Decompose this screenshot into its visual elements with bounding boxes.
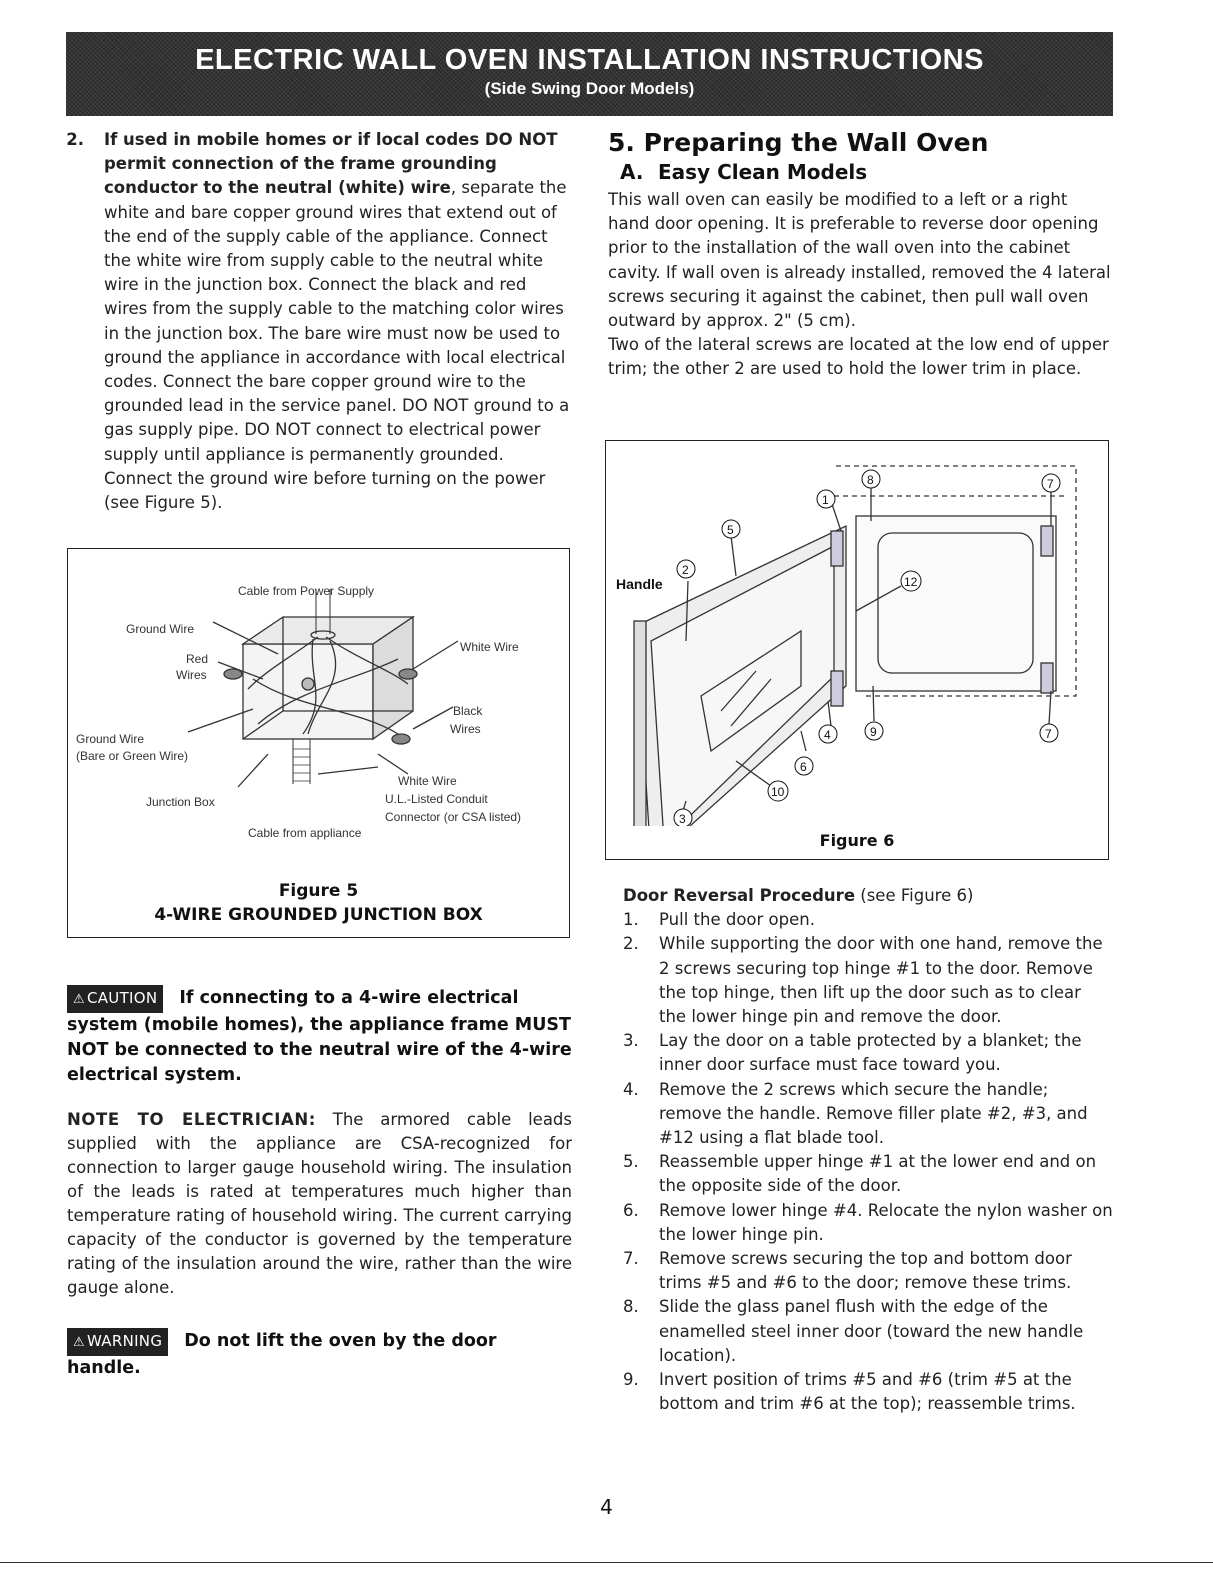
step-text: Pull the door open. [659,910,815,930]
caution-text: If connecting to a 4-wire electrical system (mobile homes), the appliance frame MUST NOT be connected to the neutral wire of the 4-wire electrical system. [67,988,572,1085]
intro-paragraph: This wall oven can easily be modified to a left or a right hand door opening. It is preferable to reverse door opening prior to the installation of the wall oven into the cabinet cavity. If wall oven is already installed, removed the 4 lateral screws securing it against the cabinet, then pull wall oven outward by approx. 2" (5 cm). [608,190,1111,331]
callout-7-top [1042,474,1060,492]
label-white-wire-bottom: White Wire [398,774,457,788]
step-number: 5. [623,1152,639,1172]
bottom-rule [0,1562,1213,1563]
callout-5 [722,520,740,538]
svg-text:1: 1 [822,493,829,507]
svg-text:4: 4 [824,728,831,742]
note-text: The armored cable leads supplied with the appliance are CSA-recognized for connection to larger gauge household wiring. The insulation of the leads is rated at temperatures much higher than temperature rating of household wiring. The current carrying capacity of the conductor is governed by the temperature rating of the insulation around the wire, rather than the wire gauge alone. [67,1110,572,1297]
item-tail: (see Figure 5). [104,493,223,513]
screws-paragraph: Two of the lateral screws are located at the low end of upper trim; the other 2 are used to hold the lower trim in place. [608,335,1109,379]
subsection-name: Easy Clean Models [658,160,868,184]
section-title: 5. Preparing the Wall Oven [608,128,989,157]
callout-9 [865,722,883,740]
label-bare-green: (Bare or Green Wire) [76,749,189,763]
figure-5-number: Figure 5 [278,881,359,901]
svg-text:8: 8 [867,473,874,487]
step-number: 2. [623,934,639,954]
door-reversal-diagram [606,441,1106,826]
label-ground-wire-2: Ground Wire [76,732,145,746]
subsection-title [620,160,1113,184]
step-text: Lay the door on a table protected by a blanket; the inner door surface must face toward you. [659,1031,1082,1075]
step-number: 4. [623,1079,639,1099]
procedure-step [623,1078,1113,1151]
header-banner [66,32,1113,116]
junction-box-diagram [68,549,568,879]
step-number: 3. [623,1031,639,1051]
callout-1 [817,490,835,508]
svg-text:7: 7 [1047,477,1054,491]
procedure-step [623,1150,1113,1198]
right-column [608,128,1113,382]
item-lead: If used in mobile homes or if local codes DO NOT permit connection of the frame grounding conductor to the neutral (white) wire [104,130,558,198]
svg-text:7: 7 [1045,727,1052,741]
procedure-title: Door Reversal Procedure [623,886,856,905]
procedure-ref: (see Figure 6) [855,886,974,905]
note-label: NOTE TO ELECTRICIAN: [67,1110,316,1129]
label-conduit-2: Connector (or CSA listed) [385,810,522,824]
step-text: Invert position of trims #5 and #6 (trim #5 at the bottom and trim #6 at the top); reassemble trims. [659,1370,1076,1414]
step-number: 7. [623,1249,639,1269]
label-cable-power: Cable from Power Supply [238,584,375,598]
warning-badge [67,1328,168,1356]
callout-10 [768,781,788,801]
step-text: While supporting the door with one hand, remove the 2 screws securing top hinge #1 to the door. Remove the top hinge, then lift up the door such as to clear the lower hinge pin and remove the door. [659,934,1103,1027]
figure-5-caption [68,879,569,927]
callout-12 [901,571,921,591]
caution-badge [67,985,163,1013]
figure-5 [67,548,570,938]
warning-badge-label: WARNING [86,1332,163,1350]
procedure-steps [623,908,1113,1416]
svg-text:2: 2 [682,563,689,577]
svg-text:9: 9 [870,725,877,739]
procedure-step [623,932,1113,1029]
instruction-item-2 [34,128,572,515]
procedure-step [623,1295,1113,1368]
label-black-wires: Wires [450,722,481,736]
step-text: Slide the glass panel flush with the edge of the enamelled steel inner door (toward the new handle location). [659,1297,1084,1365]
caution-notice [67,985,572,1088]
step-number: 6. [623,1200,639,1220]
door-reversal-procedure [623,884,1113,1416]
label-black: Black [453,704,483,718]
step-number: 1. [623,910,639,930]
svg-text:5: 5 [727,523,734,537]
note-to-electrician [67,1108,572,1300]
procedure-heading [623,884,1113,908]
step-text: Remove lower hinge #4. Relocate the nylon washer on the lower hinge pin. [659,1200,1113,1244]
left-column [34,128,572,515]
warning-text: Do not lift the oven by the door handle. [67,1331,497,1378]
label-red-wires: Wires [176,668,207,682]
step-text: Remove the 2 screws which secure the handle; remove the handle. Remove filler plate #2, #3, and #12 using a flat blade tool. [659,1079,1088,1148]
label-junction-box: Junction Box [146,795,215,809]
procedure-step [623,1247,1113,1295]
item-number: 2. [66,130,84,149]
page-subtitle: (Side Swing Door Models) [484,79,695,98]
step-text: Remove screws securing the top and bottom door trims #5 and #6 to the door; remove these trims. [659,1249,1072,1293]
figure-6-caption: Figure 6 [819,831,895,850]
label-conduit-1: U.L.-Listed Conduit [385,792,488,806]
caution-badge-label: CAUTION [86,989,158,1007]
callout-8 [862,470,880,488]
step-text: Reassemble upper hinge #1 at the lower end and on the opposite side of the door. [659,1152,1097,1196]
svg-text:3: 3 [679,812,686,826]
step-number: 9. [623,1370,639,1390]
callout-3 [674,809,692,826]
page-number: 4 [600,1495,613,1519]
label-white-wire-top: White Wire [460,640,519,654]
subsection-letter: A. [620,160,644,184]
step-number: 8. [623,1297,639,1317]
procedure-step [623,1368,1113,1416]
warning-notice [67,1328,572,1381]
warning-triangle-icon: ⚠ [73,992,85,1007]
page-title: ELECTRIC WALL OVEN INSTALLATION INSTRUCTIONS [195,44,984,76]
label-ground-wire: Ground Wire [126,622,195,636]
svg-text:10: 10 [771,785,785,799]
procedure-step [623,1029,1113,1077]
procedure-step [623,908,1113,932]
label-red: Red [186,652,209,666]
svg-text:6: 6 [800,760,807,774]
procedure-step [623,1199,1113,1247]
svg-text:12: 12 [904,575,918,589]
figure-5-title: 4-WIRE GROUNDED JUNCTION BOX [154,905,483,925]
label-handle: Handle [616,576,663,592]
callout-2 [677,560,695,578]
callout-7-bottom [1040,724,1058,742]
figure-6 [605,440,1109,860]
callout-6 [795,757,813,775]
label-cable-appliance: Cable from appliance [248,826,362,840]
callout-4 [819,725,837,743]
item-body: , separate the white and bare copper ground wires that extend out of the end of the supply cable of the appliance. Connect the white wire from supply cable to the neutral white wire in the junction box. Connect the black and red wires from the supply cable to the matching color wires in the junction box. The bare wire must now be used to ground the appliance in accordance with local electrical codes. Connect the bare copper ground wire to the grounded lead in the service panel. DO NOT ground to a gas supply pipe. DO NOT connect to electrical power supply until appliance is permanently grounded. Connect the ground wire before turning on the power [104,178,570,488]
warning-triangle-icon: ⚠ [73,1335,85,1350]
